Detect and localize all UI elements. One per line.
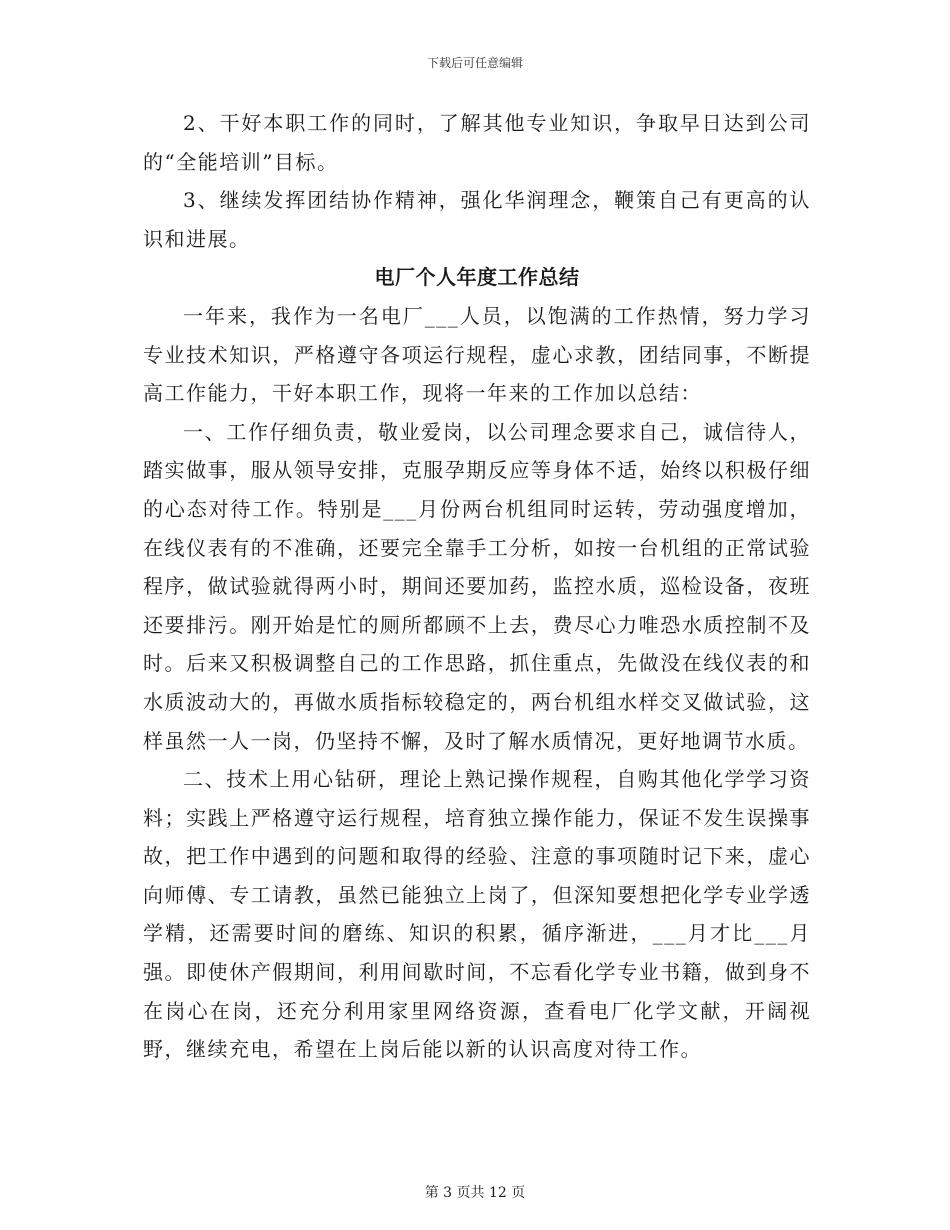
list-item: 2、干好本职工作的同时，了解其他专业知识，争取早日达到公司的“全能培训”目标。 bbox=[143, 111, 811, 174]
list-item: 3、继续发挥团结协作精神，强化华润理念，鞭策自己有更高的认识和进展。 bbox=[143, 188, 811, 251]
page-number: 第 3 页共 12 页 bbox=[424, 1185, 526, 1201]
paragraph: 二、技术上用心钻研，理论上熟记操作规程，自购其他化学学习资料；实践上严格遵守运行规程，培育独立操作能力，保证不发生误操事故，把工作中遇到的问题和取得的经验、注意的事项随时记下来，虚心向师傅、专工请教，虽然已能独立上岗了，但深知要想把化学专业学透学精，还需要时间的磨练、知识的积累，循序渐进，___月才比___月强。即使休产假期间，利用间歇时间，不忘看化学专业书籍，做到身不在岗心在岗，还充分利用家里网络资源，查看电厂化学文献，开阔视野，继续充电，希望在上岗后能以新的认识高度对待工作。 bbox=[143, 767, 811, 1062]
paragraph: 一、工作仔细负责，敬业爱岗，以公司理念要求自己，诚信待人，踏实做事，服从领导安排，克服孕期反应等身体不适，始终以积极仔细的心态对待工作。特别是___月份两台机组同时运转，劳动强度增加，在线仪表有的不准确，还要完全靠手工分析，如按一台机组的正常试验程序，做试验就得两小时，期间还要加药，监控水质，巡检设备，夜班还要排污。刚开始是忙的厕所都顾不上去，费尽心力唯恐水质控制不及时。后来又积极调整自己的工作思路，抓住重点，先做没在线仪表的和水质波动大的，再做水质指标较稳定的，两台机组水样交叉做试验，这样虽然一人一岗，仍坚持不懈，及时了解水质情况，更好地调节水质。 bbox=[143, 419, 811, 753]
page-header: 下载后可任意编辑 bbox=[426, 56, 523, 70]
paragraph: 一年来，我作为一名电厂___人员，以饱满的工作热情，努力学习专业技术知识，严格遵守各项运行规程，虚心求教，团结同事，不断提高工作能力，干好本职工作，现将一年来的工作加以总结： bbox=[143, 303, 811, 406]
document-body bbox=[143, 104, 811, 1069]
document-title: 电厂个人年度工作总结 bbox=[374, 265, 580, 290]
